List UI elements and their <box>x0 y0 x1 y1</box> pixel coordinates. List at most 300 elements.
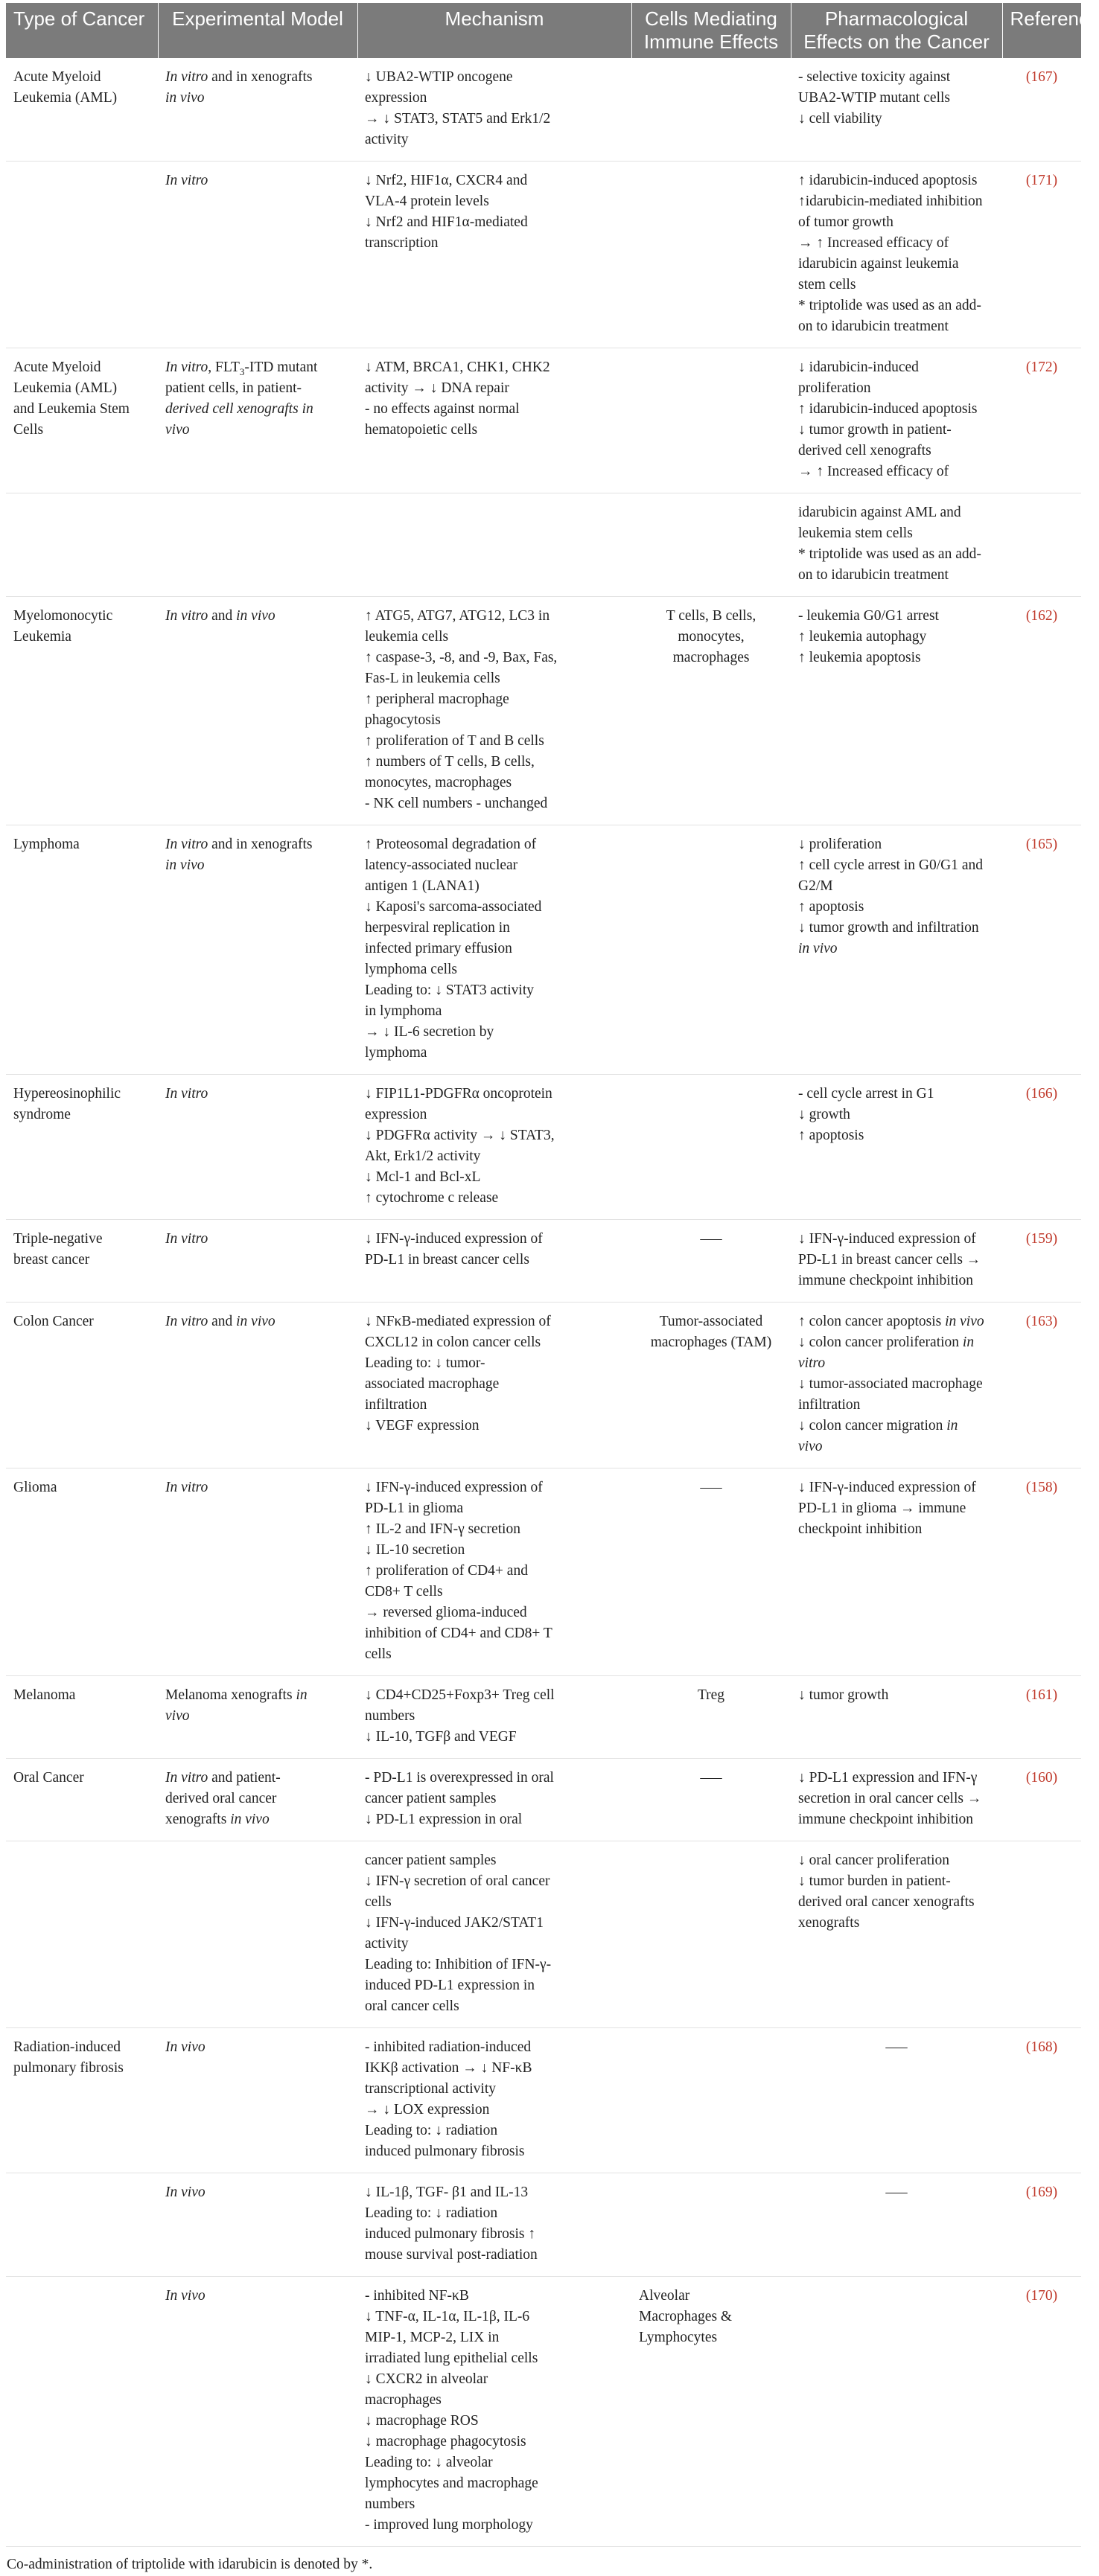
cell-line: ↑ apoptosis <box>798 1125 995 1146</box>
cell-line: ––– <box>639 1477 783 1498</box>
cell-line: ↑ proliferation of CD4+ and <box>365 1561 624 1582</box>
cell-line: ↑ idarubicin-induced apoptosis <box>798 399 995 420</box>
cell-line <box>165 1706 350 1727</box>
reference-cell: (162) <box>1002 597 1081 825</box>
pharmacological-effects-cell <box>791 1676 1002 1759</box>
pharmacological-effects-cell <box>791 1841 1002 2028</box>
cell-line: ↑ cytochrome c release <box>365 1188 624 1209</box>
cell-line: ↓ IFN-γ-induced expression of <box>798 1229 995 1250</box>
cell-text: in <box>296 1687 307 1703</box>
experimental-model-cell <box>158 1220 357 1303</box>
table-row <box>6 825 1081 1075</box>
cell-line: CXCL12 in colon cancer cells <box>365 1332 624 1353</box>
cell-line: ↓ growth <box>798 1105 995 1125</box>
reference-cell: (159) <box>1002 1220 1081 1303</box>
cell-text: in <box>946 1418 958 1434</box>
cell-line <box>165 1789 350 1809</box>
cell-text: xenografts <box>165 1812 230 1827</box>
cell-line: Melanoma <box>13 1685 150 1706</box>
cell-line: ↓ cell viability <box>798 109 995 130</box>
cell-line: Fas-L in leukemia cells <box>365 668 624 689</box>
cell-line: ↓ CXCR2 in alveolar <box>365 2369 624 2390</box>
cell-line <box>798 939 995 959</box>
cell-line <box>165 1809 350 1830</box>
header-type-of-cancer: Type of Cancer <box>6 3 158 58</box>
table-row <box>6 1303 1081 1468</box>
cell-line: vivo <box>165 420 350 441</box>
cell-text: -ITD mutant <box>244 359 317 375</box>
cell-line: ↓ IL-10, TGFβ and VEGF <box>365 1727 624 1748</box>
mechanism-cell <box>357 1075 631 1220</box>
cell-line: ↓ Kaposi's sarcoma-associated <box>365 897 624 918</box>
cell-line: hematopoietic cells <box>365 420 624 441</box>
experimental-model-cell <box>158 2277 357 2547</box>
mechanism-cell <box>357 597 631 825</box>
cell-line: ↑ apoptosis <box>798 897 995 918</box>
cell-line: Alveolar <box>639 2286 783 2307</box>
cell-line: infected primary effusion <box>365 939 624 959</box>
cancer-type-cell <box>6 348 158 493</box>
pharmacological-effects-cell <box>791 597 1002 825</box>
cell-line: - leukemia G0/G1 arrest <box>798 606 995 627</box>
cell-line: cells <box>365 1644 624 1665</box>
cell-line: Akt, Erk1/2 activity <box>365 1146 624 1167</box>
cell-line: oral cancer cells <box>365 1996 624 2017</box>
cell-text: , FLT <box>208 359 240 375</box>
cell-line <box>798 1436 995 1457</box>
cell-line: ↓ proliferation <box>798 834 995 855</box>
cell-line: → ↓ LOX expression <box>365 2100 624 2120</box>
pharmacological-effects-cell <box>791 162 1002 348</box>
cell-text: derived oral cancer <box>165 1791 276 1806</box>
cell-line: induced pulmonary fibrosis <box>365 2141 624 2162</box>
cell-line: ↓ FIP1L1-PDGFRα oncoprotein <box>365 1084 624 1105</box>
cell-line: breast cancer <box>13 1250 150 1271</box>
table-row <box>6 1468 1081 1676</box>
pharmacological-effects-cell <box>791 348 1002 493</box>
mechanism-cell <box>357 1303 631 1468</box>
cell-line: ––– <box>798 2037 995 2058</box>
cell-line: ↓ tumor-associated macrophage <box>798 1374 995 1395</box>
cell-line: ↓ NFκB-mediated expression of <box>365 1311 624 1332</box>
cell-line: ↑ proliferation of T and B cells <box>365 731 624 752</box>
header-pharmacological-effects: Pharmacological Effects on the Cancer <box>791 3 1002 58</box>
cell-line: Hypereosinophilic <box>13 1084 150 1105</box>
cell-line: activity → ↓ DNA repair <box>365 378 624 399</box>
cell-line: lymphoma cells <box>365 959 624 980</box>
mechanism-cell <box>357 1676 631 1759</box>
cell-line: ↓ IL-10 secretion <box>365 1540 624 1561</box>
table-row <box>6 162 1081 348</box>
cell-line: → ↑ Increased efficacy of <box>798 233 995 254</box>
cell-line: associated macrophage <box>365 1374 624 1395</box>
immune-cells-cell <box>631 2173 791 2277</box>
cell-line: idarubicin against AML and <box>798 502 995 523</box>
cell-line: Cells <box>13 420 150 441</box>
cell-line: PD-L1 in glioma → immune <box>798 1498 995 1519</box>
reference-cell: (163) <box>1002 1303 1081 1468</box>
cell-line <box>165 1768 350 1789</box>
cell-line: pulmonary fibrosis <box>13 2058 150 2079</box>
cell-line: activity <box>365 130 624 150</box>
cell-text: in vivo <box>945 1314 984 1329</box>
cell-line: Colon Cancer <box>13 1311 150 1332</box>
cell-line: ↑ leukemia autophagy <box>798 627 995 648</box>
cell-line: - inhibited NF-κB <box>365 2286 624 2307</box>
cell-line: PD-L1 in breast cancer cells <box>365 1250 624 1271</box>
cell-line: ↓ TNF-α, IL-1α, IL-1β, IL-6 <box>365 2307 624 2327</box>
mechanism-cell <box>357 162 631 348</box>
cell-line: induced PD-L1 expression in <box>365 1975 624 1996</box>
cell-line: ↓ IFN-γ-induced JAK2/STAT1 <box>365 1913 624 1934</box>
mechanism-cell <box>357 2277 631 2547</box>
cell-text: In vivo <box>165 2039 206 2055</box>
cell-line: numbers <box>365 2494 624 2515</box>
cell-line: ↓ idarubicin-induced <box>798 357 995 378</box>
cell-line: Leukemia (AML) <box>13 88 150 109</box>
header-cells-mediating-immune-effects: Cells Mediating Immune Effects <box>631 3 791 58</box>
cell-line: lymphoma <box>365 1043 624 1064</box>
cell-text: In vitro <box>165 1314 208 1329</box>
cell-line: Leukemia (AML) <box>13 378 150 399</box>
subscript: 3 <box>240 366 245 377</box>
pharmacological-effects-cell <box>791 493 1002 597</box>
cell-line: cancer patient samples <box>365 1789 624 1809</box>
cell-line: - improved lung morphology <box>365 2515 624 2536</box>
cell-line: on to idarubicin treatment <box>798 316 995 337</box>
table-row <box>6 348 1081 493</box>
immune-cells-cell <box>631 825 791 1075</box>
cell-text: and <box>208 1314 236 1329</box>
cell-line: ↑ idarubicin-induced apoptosis <box>798 170 995 191</box>
experimental-model-cell <box>158 1841 357 2028</box>
cell-text: vivo <box>165 1708 189 1724</box>
pharmacological-effects-cell <box>791 2277 1002 2547</box>
immune-cells-cell <box>631 348 791 493</box>
cell-line: induced pulmonary fibrosis ↑ <box>365 2224 624 2245</box>
immune-cells-cell <box>631 1841 791 2028</box>
cell-line: leukemia cells <box>365 627 624 648</box>
cell-line: ↓ ATM, BRCA1, CHK1, CHK2 <box>365 357 624 378</box>
cell-line <box>798 1416 995 1436</box>
cell-line: ↓ IFN-γ secretion of oral cancer <box>365 1871 624 1892</box>
cell-line: transcription <box>365 233 624 254</box>
table-row <box>6 597 1081 825</box>
cell-line: - no effects against normal <box>365 399 624 420</box>
cancer-type-cell <box>6 1303 158 1468</box>
immune-cells-cell <box>631 58 791 162</box>
cell-line: mouse survival post-radiation <box>365 2245 624 2266</box>
cell-line <box>165 88 350 109</box>
cell-line: ↓ macrophage ROS <box>365 2411 624 2432</box>
immune-cells-cell <box>631 1759 791 1841</box>
cell-line: ↓ tumor burden in patient- <box>798 1871 995 1892</box>
cell-line: ↓ Nrf2 and HIF1α-mediated <box>365 212 624 233</box>
cell-text: In vivo <box>165 2185 206 2200</box>
cell-line: Leading to: ↓ alveolar <box>365 2452 624 2473</box>
cancer-type-cell <box>6 1468 158 1676</box>
cell-line: ↑ Proteosomal degradation of <box>365 834 624 855</box>
cell-text: ↓ colon cancer migration <box>798 1418 946 1434</box>
cell-line: - PD-L1 is overexpressed in oral <box>365 1768 624 1789</box>
cell-line: inhibition of CD4+ and CD8+ T <box>365 1623 624 1644</box>
cell-line: of tumor growth <box>798 212 995 233</box>
cancer-type-cell <box>6 1759 158 1841</box>
reference-cell: (165) <box>1002 825 1081 1075</box>
header-row <box>6 3 1081 58</box>
mechanism-cell <box>357 1220 631 1303</box>
cell-text: and in xenografts <box>208 69 312 85</box>
cell-line: in lymphoma <box>365 1001 624 1022</box>
cell-line: ↓ macrophage phagocytosis <box>365 2432 624 2452</box>
experimental-model-cell <box>158 1759 357 1841</box>
header-mechanism: Mechanism <box>357 3 631 58</box>
immune-cells-cell <box>631 1468 791 1676</box>
cell-line: expression <box>365 88 624 109</box>
cell-line: - selective toxicity against <box>798 67 995 88</box>
cell-line: ↑ ATG5, ATG7, ATG12, LC3 in <box>365 606 624 627</box>
cell-line: ↓ IFN-γ-induced expression of <box>365 1477 624 1498</box>
experimental-model-cell <box>158 348 357 493</box>
cell-line: Lymphocytes <box>639 2327 783 2348</box>
cell-line: ↓ PDGFRα activity → ↓ STAT3, <box>365 1125 624 1146</box>
cell-line: transcriptional activity <box>365 2079 624 2100</box>
table-row <box>6 1676 1081 1759</box>
reference-cell <box>1002 1841 1081 2028</box>
cell-line: proliferation <box>798 378 995 399</box>
table-row <box>6 1759 1081 1841</box>
cell-text: in vivo <box>798 941 838 956</box>
immune-cells-cell <box>631 597 791 825</box>
cell-text: in vivo <box>165 90 205 106</box>
reference-cell: (172) <box>1002 348 1081 493</box>
cell-line: antigen 1 (LANA1) <box>365 876 624 897</box>
cell-line: MIP-1, MCP-2, LIX in <box>365 2327 624 2348</box>
cell-line <box>798 1311 995 1332</box>
cell-line: ↓ IL-1β, TGF- β1 and IL-13 <box>365 2182 624 2203</box>
cell-line: irradiated lung epithelial cells <box>365 2348 624 2369</box>
cell-line: Radiation-induced <box>13 2037 150 2058</box>
cell-line: macrophages (TAM) <box>639 1332 783 1353</box>
cell-line: Treg <box>639 1685 783 1706</box>
header-reference: Reference <box>1002 3 1081 58</box>
cell-text: in vivo <box>230 1812 270 1827</box>
immune-cells-cell <box>631 162 791 348</box>
cell-line <box>798 1332 995 1353</box>
cell-line: IKKβ activation → ↓ NF-κB <box>365 2058 624 2079</box>
cell-line: ↑ peripheral macrophage <box>365 689 624 710</box>
cell-line: phagocytosis <box>365 710 624 731</box>
cell-line <box>165 1685 350 1706</box>
cell-line: on to idarubicin treatment <box>798 565 995 586</box>
cell-line: leukemia stem cells <box>798 523 995 544</box>
cell-line: derived oral cancer xenografts <box>798 1892 995 1913</box>
experimental-model-cell <box>158 1676 357 1759</box>
cell-line: * triptolide was used as an add- <box>798 544 995 565</box>
cell-text: and <box>208 608 236 624</box>
cell-line: ↓ oral cancer proliferation <box>798 1850 995 1871</box>
cell-line: ↓ PD-L1 expression in oral <box>365 1809 624 1830</box>
cell-line: Acute Myeloid <box>13 67 150 88</box>
cell-line: ↑ numbers of T cells, B cells, <box>365 752 624 773</box>
experimental-model-cell <box>158 2173 357 2277</box>
pharmacological-effects-cell <box>791 1220 1002 1303</box>
footnote: Co-administration of triptolide with idarubicin is denoted by *. <box>6 2547 1081 2576</box>
cell-text: in vivo <box>236 1314 275 1329</box>
cancer-type-cell <box>6 1220 158 1303</box>
cell-line: * triptolide was used as an add- <box>798 295 995 316</box>
cell-line: UBA2-WTIP mutant cells <box>798 88 995 109</box>
cell-text: In vitro <box>165 69 208 85</box>
cell-line: checkpoint inhibition <box>798 1519 995 1540</box>
cell-line <box>165 67 350 88</box>
reference-cell: (161) <box>1002 1676 1081 1759</box>
cell-line: cancer patient samples <box>365 1850 624 1871</box>
cell-line: cells <box>365 1892 624 1913</box>
reference-cell: (171) <box>1002 162 1081 348</box>
cell-line: macrophages <box>639 648 783 668</box>
mechanism-cell <box>357 2028 631 2173</box>
cell-text: In vivo <box>165 2288 206 2304</box>
cell-line <box>165 1084 350 1105</box>
cell-line: VLA-4 protein levels <box>365 191 624 212</box>
cell-line: Oral Cancer <box>13 1768 150 1789</box>
cell-line: ––– <box>639 1229 783 1250</box>
header-experimental-model: Experimental Model <box>158 3 357 58</box>
cell-text: in vivo <box>165 857 205 873</box>
cell-line: infiltration <box>365 1395 624 1416</box>
cell-text: In vitro <box>165 837 208 852</box>
cancer-type-cell <box>6 1841 158 2028</box>
cell-line: ↓ Nrf2, HIF1α, CXCR4 and <box>365 170 624 191</box>
cell-line <box>165 834 350 855</box>
pharmacological-effects-cell <box>791 2173 1002 2277</box>
mechanism-cell <box>357 58 631 162</box>
cell-line: herpesviral replication in <box>365 918 624 939</box>
reference-cell: (169) <box>1002 2173 1081 2277</box>
cell-line: Macrophages & <box>639 2307 783 2327</box>
cell-text: ↓ colon cancer proliferation <box>798 1335 963 1350</box>
pharmacological-effects-cell <box>791 1075 1002 1220</box>
cell-text: ↑ colon cancer apoptosis <box>798 1314 945 1329</box>
cell-text: Melanoma xenografts <box>165 1687 296 1703</box>
table-row <box>6 2277 1081 2547</box>
cell-line: Glioma <box>13 1477 150 1498</box>
cell-line: ↓ tumor growth in patient- <box>798 420 995 441</box>
pharmacological-effects-cell <box>791 1759 1002 1841</box>
cell-line <box>165 1229 350 1250</box>
cell-text: In vitro <box>165 1231 208 1247</box>
cell-line <box>165 170 350 191</box>
cell-line: → ↓ IL-6 secretion by <box>365 1022 624 1043</box>
cell-line: stem cells <box>798 275 995 295</box>
pharmacological-effects-cell <box>791 2028 1002 2173</box>
reference-cell: (158) <box>1002 1468 1081 1676</box>
cell-text: vitro <box>798 1355 825 1371</box>
pharmacological-effects-cell <box>791 58 1002 162</box>
data-table-wrapper <box>6 3 1081 2576</box>
cell-line <box>165 2286 350 2307</box>
cell-line: ↑idarubicin-mediated inhibition <box>798 191 995 212</box>
cell-text: In vitro <box>165 1086 208 1102</box>
cell-line: ↑ cell cycle arrest in G0/G1 and <box>798 855 995 876</box>
cell-line: Leading to: ↓ radiation <box>365 2120 624 2141</box>
immune-cells-cell <box>631 1676 791 1759</box>
mechanism-cell <box>357 2173 631 2277</box>
cell-text: in vivo <box>236 608 275 624</box>
cell-text: In vitro <box>165 1770 208 1786</box>
table-row <box>6 2173 1081 2277</box>
experimental-model-cell <box>158 493 357 597</box>
cell-line: ↑ IL-2 and IFN-γ secretion <box>365 1519 624 1540</box>
cell-text: vivo <box>798 1439 822 1454</box>
cell-line: monocytes, <box>639 627 783 648</box>
table-row <box>6 58 1081 162</box>
immune-cells-cell <box>631 1075 791 1220</box>
cell-line: G2/M <box>798 876 995 897</box>
cell-text: and in xenografts <box>208 837 312 852</box>
cell-line: Leading to: ↓ tumor- <box>365 1353 624 1374</box>
reference-cell <box>1002 493 1081 597</box>
table-row <box>6 2028 1081 2173</box>
cell-line: Tumor-associated <box>639 1311 783 1332</box>
cell-line: and Leukemia Stem <box>13 399 150 420</box>
cancer-type-cell <box>6 493 158 597</box>
immune-cells-cell <box>631 493 791 597</box>
triptolide-cancer-table <box>6 3 1081 2576</box>
experimental-model-cell <box>158 1468 357 1676</box>
cell-text: In vitro <box>165 173 208 188</box>
cancer-type-cell <box>6 162 158 348</box>
cancer-type-cell <box>6 2277 158 2547</box>
cell-line: numbers <box>365 1706 624 1727</box>
cell-line: expression <box>365 1105 624 1125</box>
experimental-model-cell <box>158 597 357 825</box>
cancer-type-cell <box>6 1676 158 1759</box>
cell-line: ↑ caspase-3, -8, and -9, Bax, Fas, <box>365 648 624 668</box>
cell-line <box>165 855 350 876</box>
cell-line: ↓ VEGF expression <box>365 1416 624 1436</box>
reference-cell: (170) <box>1002 2277 1081 2547</box>
reference-cell: (160) <box>1002 1759 1081 1841</box>
experimental-model-cell <box>158 2028 357 2173</box>
pharmacological-effects-cell <box>791 825 1002 1075</box>
cell-line: ↓ CD4+CD25+Foxp3+ Treg cell <box>365 1685 624 1706</box>
immune-cells-cell <box>631 2277 791 2547</box>
cell-line: Acute Myeloid <box>13 357 150 378</box>
mechanism-cell <box>357 1759 631 1841</box>
cell-line: Triple-negative <box>13 1229 150 1250</box>
cell-line: idarubicin against leukemia <box>798 254 995 275</box>
cell-line: ↓ IFN-γ-induced expression of <box>798 1477 995 1498</box>
reference-cell: (168) <box>1002 2028 1081 2173</box>
cancer-type-cell <box>6 597 158 825</box>
footnote-row <box>6 2547 1081 2576</box>
cancer-type-cell <box>6 825 158 1075</box>
cell-line: → ↓ STAT3, STAT5 and Erk1/2 <box>365 109 624 130</box>
cell-line: immune checkpoint inhibition <box>798 1271 995 1291</box>
cell-line: Leading to: ↓ STAT3 activity <box>365 980 624 1001</box>
cell-line <box>165 1311 350 1332</box>
experimental-model-cell <box>158 1075 357 1220</box>
cell-line: ↓ tumor growth <box>798 1685 995 1706</box>
cell-line: T cells, B cells, <box>639 606 783 627</box>
cell-line: ↓ tumor growth and infiltration <box>798 918 995 939</box>
cell-line: xenografts <box>798 1913 995 1934</box>
cell-text: in <box>963 1335 974 1350</box>
experimental-model-cell <box>158 1303 357 1468</box>
cell-text: In vitro <box>165 1480 208 1495</box>
